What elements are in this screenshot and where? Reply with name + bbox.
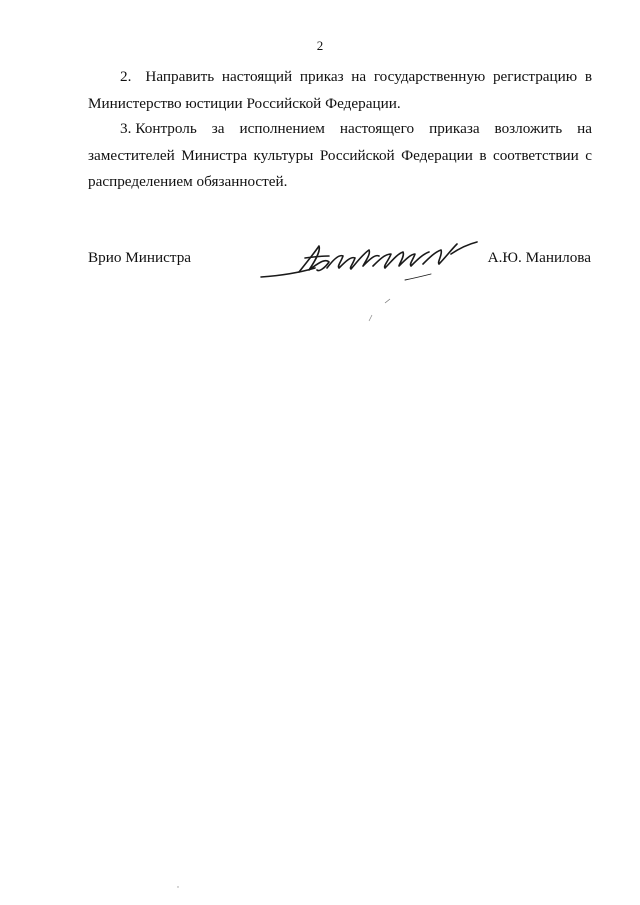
paragraph-text: Направить настоящий приказ на государственную регистрацию в Министерство юстиции Российской Федерации. [88,68,592,112]
scan-speck [368,314,374,322]
page-number: 2 [316,38,324,53]
scan-speck [176,885,180,889]
paragraph-number: 2. [120,68,132,85]
signatory-name: А.Ю. Манилова [487,249,591,266]
paragraph-text: Контроль за исполнением настоящего приказа возложить на заместителей Министра культуры Российской Федерации в соответствии с распределением обязанностей. [88,120,592,190]
paragraph-item-3 [88,116,592,196]
paragraph-item-2 [88,64,592,117]
signatory-title: Врио Министра [88,249,192,266]
scan-speck [384,298,392,304]
paragraph-number: 3. [120,120,132,137]
handwritten-signature [255,232,490,292]
